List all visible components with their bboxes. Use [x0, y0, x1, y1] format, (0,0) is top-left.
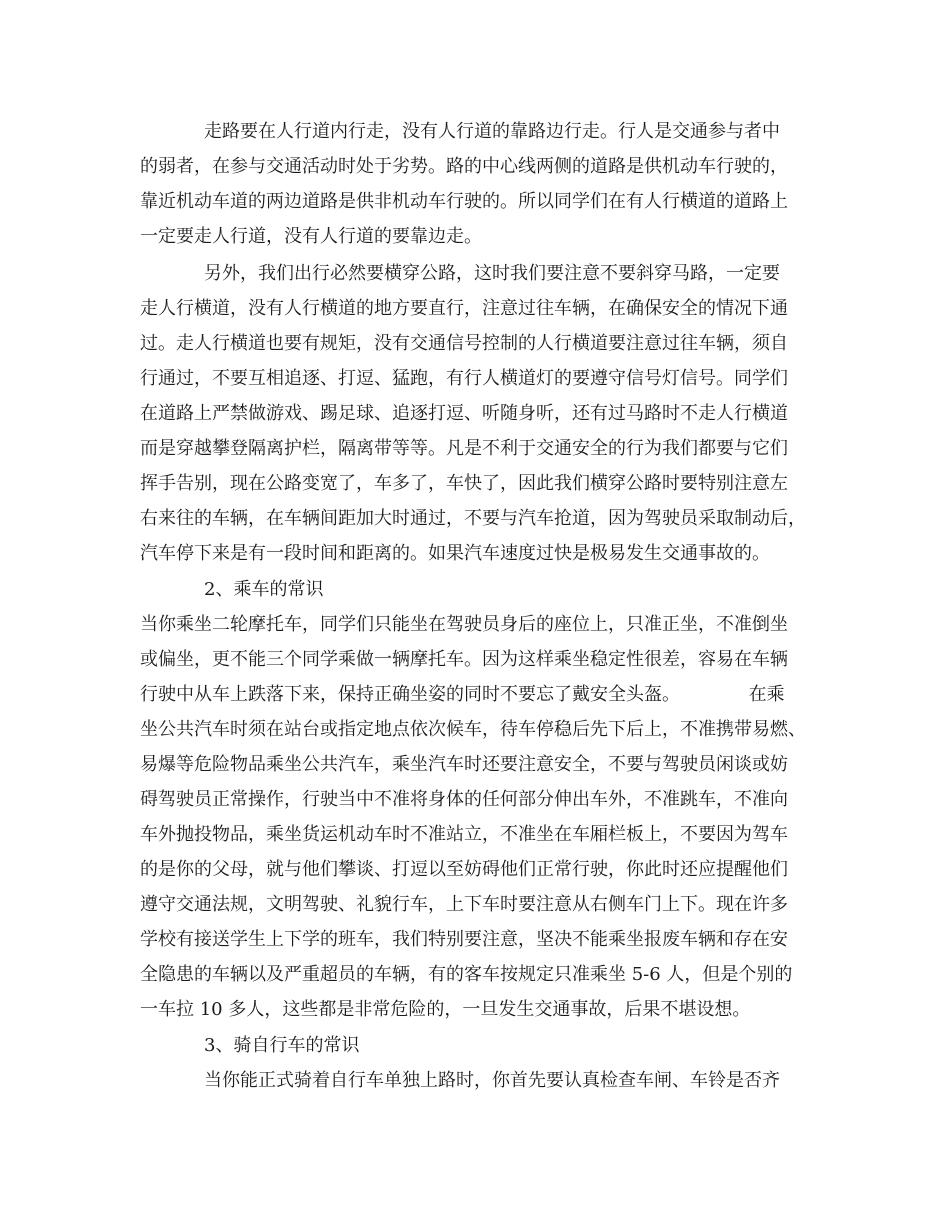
text-line: 汽车停下来是有一段时间和距离的。如果汽车速度过快是极易发生交通事故的。: [140, 543, 770, 564]
text-line: 走路要在人行道内行走，没有人行道的靠路边行走。行人是交通参与者中: [204, 121, 780, 142]
text-line: 在道路上严禁做游戏、踢足球、追逐打逗、听随身听，还有过马路时不走人行横道: [140, 403, 788, 424]
text-line: 的是你的父母，就与他们攀谈、打逗以至妨碍他们正常行驶，你此时还应提醒他们: [140, 859, 788, 880]
section-heading: 2、乘车的常识: [204, 579, 324, 600]
text-line: 一定要走人行道，没有人行道的要靠边走。: [140, 226, 482, 247]
text-line: 走人行横道，没有人行横道的地方要直行，注意过往车辆，在确保安全的情况下通: [140, 298, 788, 319]
text-line: 遵守交通法规，文明驾驶、礼貌行车，上下车时要注意从右侧车门上下。现在许多: [140, 894, 788, 915]
text-line: 靠近机动车道的两边道路是供非机动车行驶的。所以同学们在有人行横道的道路上: [140, 191, 788, 212]
text-line: 行驶中从车上跌落下来，保持正确坐姿的同时不要忘了戴安全头盔。 在乘: [140, 684, 785, 705]
text-line: 过。走人行横道也要有规矩，没有交通信号控制的人行横道要注意过往车辆，须自: [140, 333, 788, 354]
text-line: 当你乘坐二轮摩托车，同学们只能坐在驾驶员身后的座位上，只准正坐，不准倒坐: [140, 614, 788, 635]
text-line: 或偏坐，更不能三个同学乘做一辆摩托车。因为这样乘坐稳定性很差，容易在车辆: [140, 649, 788, 670]
text-line: 坐公共汽车时须在站台或指定地点依次候车，待车停稳后先下后上，不准携带易燃、: [140, 719, 806, 740]
text-line: 另外，我们出行必然要横穿公路，这时我们要注意不要斜穿马路，一定要: [204, 263, 780, 284]
text-line: 易爆等危险物品乘坐公共汽车，乘坐汽车时还要注意安全，不要与驾驶员闲谈或妨: [140, 754, 788, 775]
text-line: 行通过，不要互相追逐、打逗、猛跑，有行人横道灯的要遵守信号灯信号。同学们: [140, 368, 788, 389]
text-line: 挥手告别，现在公路变宽了，车多了，车快了，因此我们横穿公路时要特别注意左: [140, 473, 788, 494]
text-line: 全隐患的车辆以及严重超员的车辆，有的客车按规定只准乘坐 5-6 人，但是个别的: [140, 964, 793, 985]
text-line: 碍驾驶员正常操作，行驶当中不准将身体的任何部分伸出车外，不准跳车，不准向: [140, 789, 788, 810]
text-line: 当你能正式骑着自行车单独上路时，你首先要认真检查车闸、车铃是否齐: [204, 1070, 780, 1091]
text-line: 的弱者，在参与交通活动时处于劣势。路的中心线两侧的道路是供机动车行驶的，: [140, 156, 788, 177]
text-line: 一车拉 10 多人，这些都是非常危险的，一旦发生交通事故，后果不堪设想。: [140, 999, 751, 1020]
text-line: 而是穿越攀登隔离护栏，隔离带等等。凡是不利于交通安全的行为我们都要与它们: [140, 438, 788, 459]
text-line: 右来往的车辆，在车辆间距加大时通过，不要与汽车抢道，因为驾驶员采取制动后，: [140, 508, 806, 529]
text-line: 车外抛投物品，乘坐货运机动车时不准站立，不准坐在车厢栏板上，不要因为驾车: [140, 824, 788, 845]
text-line: 学校有接送学生上下学的班车，我们特别要注意，坚决不能乘坐报废车辆和存在安: [140, 929, 788, 950]
section-heading: 3、骑自行车的常识: [204, 1035, 360, 1056]
